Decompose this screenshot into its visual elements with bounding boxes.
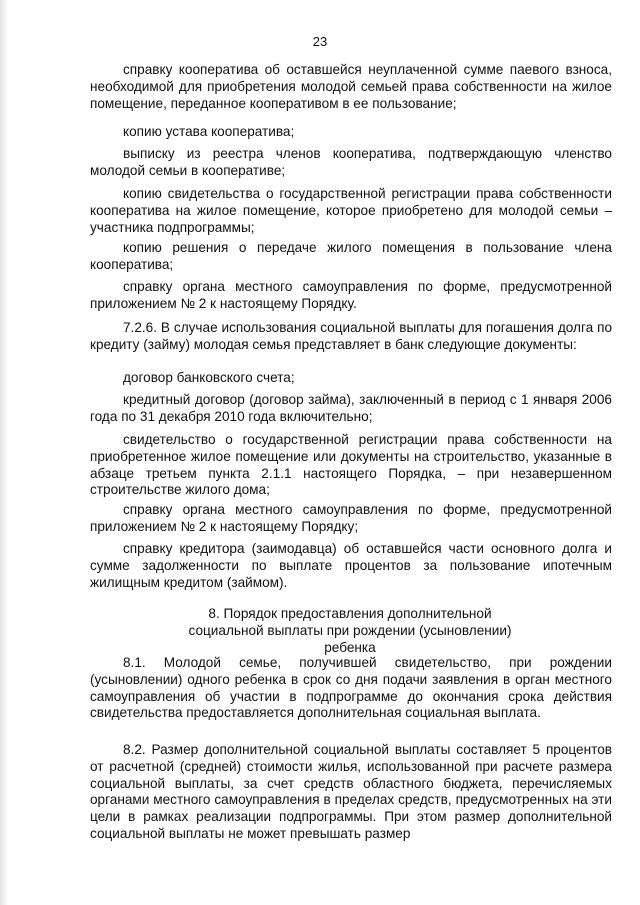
paragraph-member-registry: [90, 146, 612, 180]
paragraph-transfer-decision: [90, 240, 612, 274]
paragraph-text: справку органа местного самоуправления по форме, предусмотренной приложением № 2 к настоящему Порядку.: [90, 279, 612, 311]
paragraph-text: свидетельство о государственной регистрации права собственности на приобретенное жилое помещение или документы на строительство, указанные в абзаце третьем пункта 2.1.1 настоящего Порядка, – при незавершенном строительстве жилого дома;: [90, 432, 612, 498]
section-8-heading: [170, 606, 530, 656]
paragraph-loan-agreement: [90, 392, 612, 426]
paragraph-bank-account-contract: [90, 370, 612, 387]
page-fold-shadow: [0, 0, 8, 905]
paragraph-text: справку кредитора (заимодавца) об оставшейся части основного долга и сумме задолженности по выплате процентов за пользование ипотечным жилищным кредитом (займом).: [90, 541, 612, 590]
paragraph-text: справку кооператива об оставшейся неуплаченной сумме паевого взноса, необходимой для приобретения молодой семьей права собственности на жилое помещение, переданное кооперативом в ее пользование;: [90, 62, 612, 111]
heading-text: 8. Порядок предоставления дополнительной социальной выплаты при рождении (усыновлении) ребенка: [188, 606, 512, 655]
paragraph-text: копию решения о передаче жилого помещения в пользование члена кооператива;: [90, 240, 612, 272]
paragraph-text: 8.2. Размер дополнительной социальной выплаты составляет 5 процентов от расчетной (средней) стоимости жилья, использованной при расчете размера социальной выплаты, за счет средств областного бюджета, перечисляемых органами местного самоуправления в пределах средств, предусмотренных на эти цели в рамках реализации подпрограммы. При этом размер дополнительной социальной выплаты не может превышать размер: [90, 742, 612, 841]
paragraph-8-1: [90, 655, 612, 722]
paragraph-7-2-6: [90, 320, 612, 354]
paragraph-text: 7.2.6. В случае использования социальной выплаты для погашения долга по кредиту (займу) молодая семья представляет в банк следующие документы:: [90, 320, 612, 352]
paragraph-text: кредитный договор (договор займа), заключенный в период с 1 января 2006 года по 31 декабря 2010 года включительно;: [90, 392, 612, 424]
page-number: 23: [312, 34, 328, 49]
paragraph-text: выписку из реестра членов кооператива, подтверждающую членство молодой семьи в кооперативе;: [90, 146, 612, 178]
paragraph-local-authority-certificate-2: [90, 502, 612, 536]
paragraph-text: копию устава кооператива;: [123, 124, 295, 139]
paragraph-ownership-certificate: [90, 432, 612, 499]
paragraph-text: копию свидетельства о государственной регистрации права собственности кооператива на жилое помещение, которое приобретено для молодой семьи – участника подпрограммы;: [90, 186, 612, 235]
paragraph-8-2: [90, 742, 612, 843]
paragraph-local-authority-certificate: [90, 279, 612, 313]
paragraph-text: справку органа местного самоуправления по форме, предусмотренной приложением № 2 к настоящему Порядку;: [90, 502, 612, 534]
paragraph-text: договор банковского счета;: [123, 370, 295, 385]
paragraph-coop-charter: [90, 124, 612, 141]
paragraph-text: 8.1. Молодой семье, получившей свидетельство, при рождении (усыновлении) одного ребенка в срок со дня подачи заявления в орган местного самоуправления об участии в подпрограмме до окончания срока действия свидетельства предоставляется дополнительная социальная выплата.: [90, 655, 612, 721]
paragraph-registration-certificate: [90, 186, 612, 236]
paragraph-coop-debt-certificate: [90, 62, 612, 112]
paragraph-creditor-certificate: [90, 541, 612, 591]
